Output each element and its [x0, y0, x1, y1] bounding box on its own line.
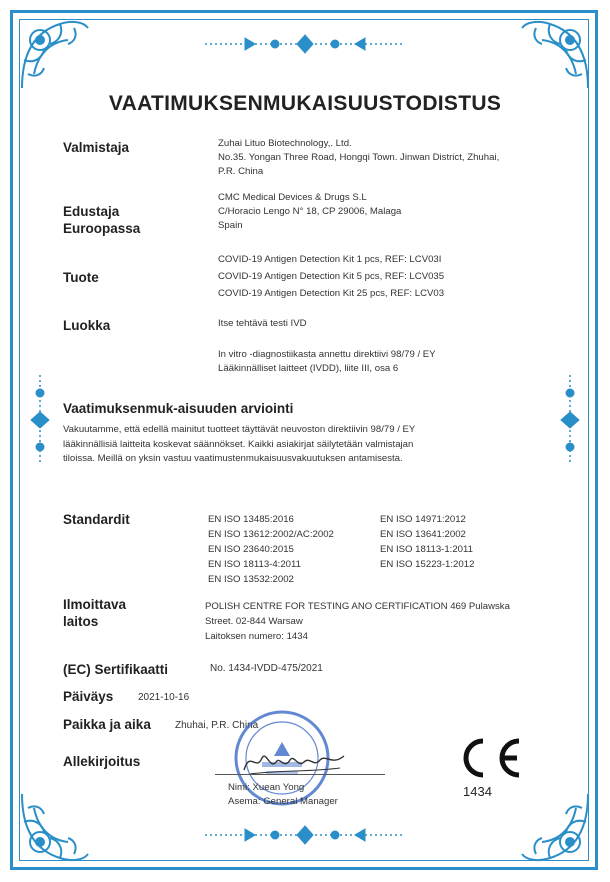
notified-body-label-1: Ilmoittava: [63, 597, 127, 612]
certificate-value: No. 1434-IVDD-475/2021: [210, 663, 323, 674]
top-ornament-icon: [205, 33, 405, 55]
class-label: Luokka: [63, 318, 111, 333]
place-label: Paikka ja aika: [63, 717, 151, 732]
assessment-heading: Vaatimuksenmuk-aisuuden arviointi: [63, 401, 294, 416]
corner-ornament-icon: [514, 786, 596, 868]
assessment-text: Vakuutamme, että edellä mainitut tuotteet täyttävät neuvoston direktiivin 98/79 / EY lääkinnällisiä laitteita koskevat säännökset. Kaikki asiakirjat säilytetään valmistajan tiloissa. Meillä on yksin vastuu vaatimustenmukaisuusvakuutuksen antamisesta.: [63, 424, 416, 464]
right-ornament-icon: [559, 375, 581, 465]
product-value: COVID-19 Antigen Detection Kit 1 pcs, REF: LCV03I COVID-19 Antigen Detection Kit 5 pcs, REF: LCV035 COVID-19 Antigen Detection Kit 25 pcs, REF: LCV03: [218, 254, 445, 299]
class-value: Itse tehtävä testi IVD: [218, 318, 307, 329]
signer-position: Asema: General Manager: [228, 796, 338, 807]
date-label: Päiväys: [63, 689, 114, 704]
product-label: Tuote: [63, 270, 99, 285]
notified-body-value: POLISH CENTRE FOR TESTING ANO CERTIFICATION 469 Pulawska Street. 02-844 Warsaw Laitoksen numero: 1434: [205, 601, 510, 642]
bottom-ornament-icon: [205, 824, 405, 846]
date-value: 2021-10-16: [138, 692, 190, 703]
standards-list-2: EN ISO 14971:2012 EN ISO 13641:2002 EN ISO 18113-1:2011 EN ISO 15223-1:2012: [380, 514, 475, 570]
place-value: Zhuhai, P.R. China: [175, 720, 259, 731]
manufacturer-label: Valmistaja: [63, 140, 130, 155]
standards-list-1: EN ISO 13485:2016 EN ISO 13612:2002/AC:2002 EN ISO 23640:2015 EN ISO 18113-4:2011 EN ISO 13532:2002: [208, 514, 334, 585]
directive-value: In vitro -diagnostiikasta annettu direktiivi 98/79 / EY Lääkinnälliset laitteet (IVDD), liite III, osa 6: [218, 349, 436, 374]
representative-value: CMC Medical Devices & Drugs S.L C/Horacio Lengo N° 18, CP 29006, Malaga Spain: [218, 192, 402, 231]
standards-label: Standardit: [63, 512, 130, 527]
notified-body-label-2: laitos: [63, 614, 99, 629]
document-title: VAATIMUKSENMUKAISUUSTODISTUS: [108, 92, 502, 115]
corner-ornament-icon: [14, 786, 96, 868]
manufacturer-value: Zuhai Lituo Biotechnology,. Ltd. No.35. Yongan Three Road, Hongqi Town. Jinwan District, Zhuhai, P.R. China: [218, 138, 500, 177]
notified-body-number: 1434: [463, 784, 492, 799]
signature-label: Allekirjoitus: [63, 754, 141, 769]
certificate-label: (EC) Sertifikaatti: [63, 662, 169, 677]
signer-name: Nimi: Xuean Yong: [228, 782, 305, 793]
left-ornament-icon: [29, 375, 51, 465]
corner-ornament-icon: [514, 14, 596, 96]
ce-mark-icon: [455, 735, 525, 781]
signature-line: [215, 774, 385, 775]
representative-label-1: Edustaja: [63, 204, 120, 219]
representative-label-2: Euroopassa: [63, 221, 141, 236]
corner-ornament-icon: [14, 14, 96, 96]
